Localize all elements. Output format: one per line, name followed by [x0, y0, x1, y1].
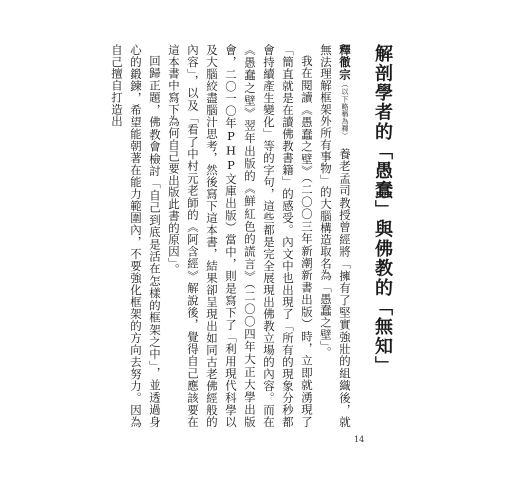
paragraph	[316, 44, 354, 428]
author-note: （以下略稱為釋）	[341, 80, 349, 136]
paragraph: 回歸正題，佛教會檢討「自己到底是活在怎樣的框架之中」，並透過身心的鍛鍊，希望能朝著在能力範圍內，不要強化框架的方向去努力。因為自己擅自打造出	[110, 44, 162, 428]
body-text	[110, 44, 354, 429]
paragraph: 我在閱讀《愚蠢之壁》（二〇〇三年新潮新書出版）時，立即就湧現了「簡直就是在讀佛教書籍」的感受。內文中也出現了「所有的現象分秒都會持續產生變化」等的字句，這些都是完全展現出佛教立場的內容。而在《愚蠢之壁》翌年出版的《鮮紅色的謊言》（二〇〇四年大正大學出版會，二〇一〇年PHP文庫出版）當中，則是寫下了「利用現代科學以及大腦絞盡腦汁思考，然後寫下這本書，結果卻呈現出如同古老佛經般的內容」，以及「看了中村元老師的《阿含經》解說後，覺得自己應該要在這本書中寫下為何自己要出版此書的原因」。	[167, 44, 314, 428]
author-name: 釋徹宗	[338, 44, 352, 81]
chapter-title: 解剖學者的「愚蠢」與佛教的「無知」	[372, 44, 394, 376]
page-number: 14	[354, 435, 365, 444]
paragraph-text: 養老孟司教授曾經將「擁有了堅實強壯的組織後，就無法理解框架外所有事物」的大腦構造取名為「愚蠢之壁」。	[319, 44, 352, 429]
